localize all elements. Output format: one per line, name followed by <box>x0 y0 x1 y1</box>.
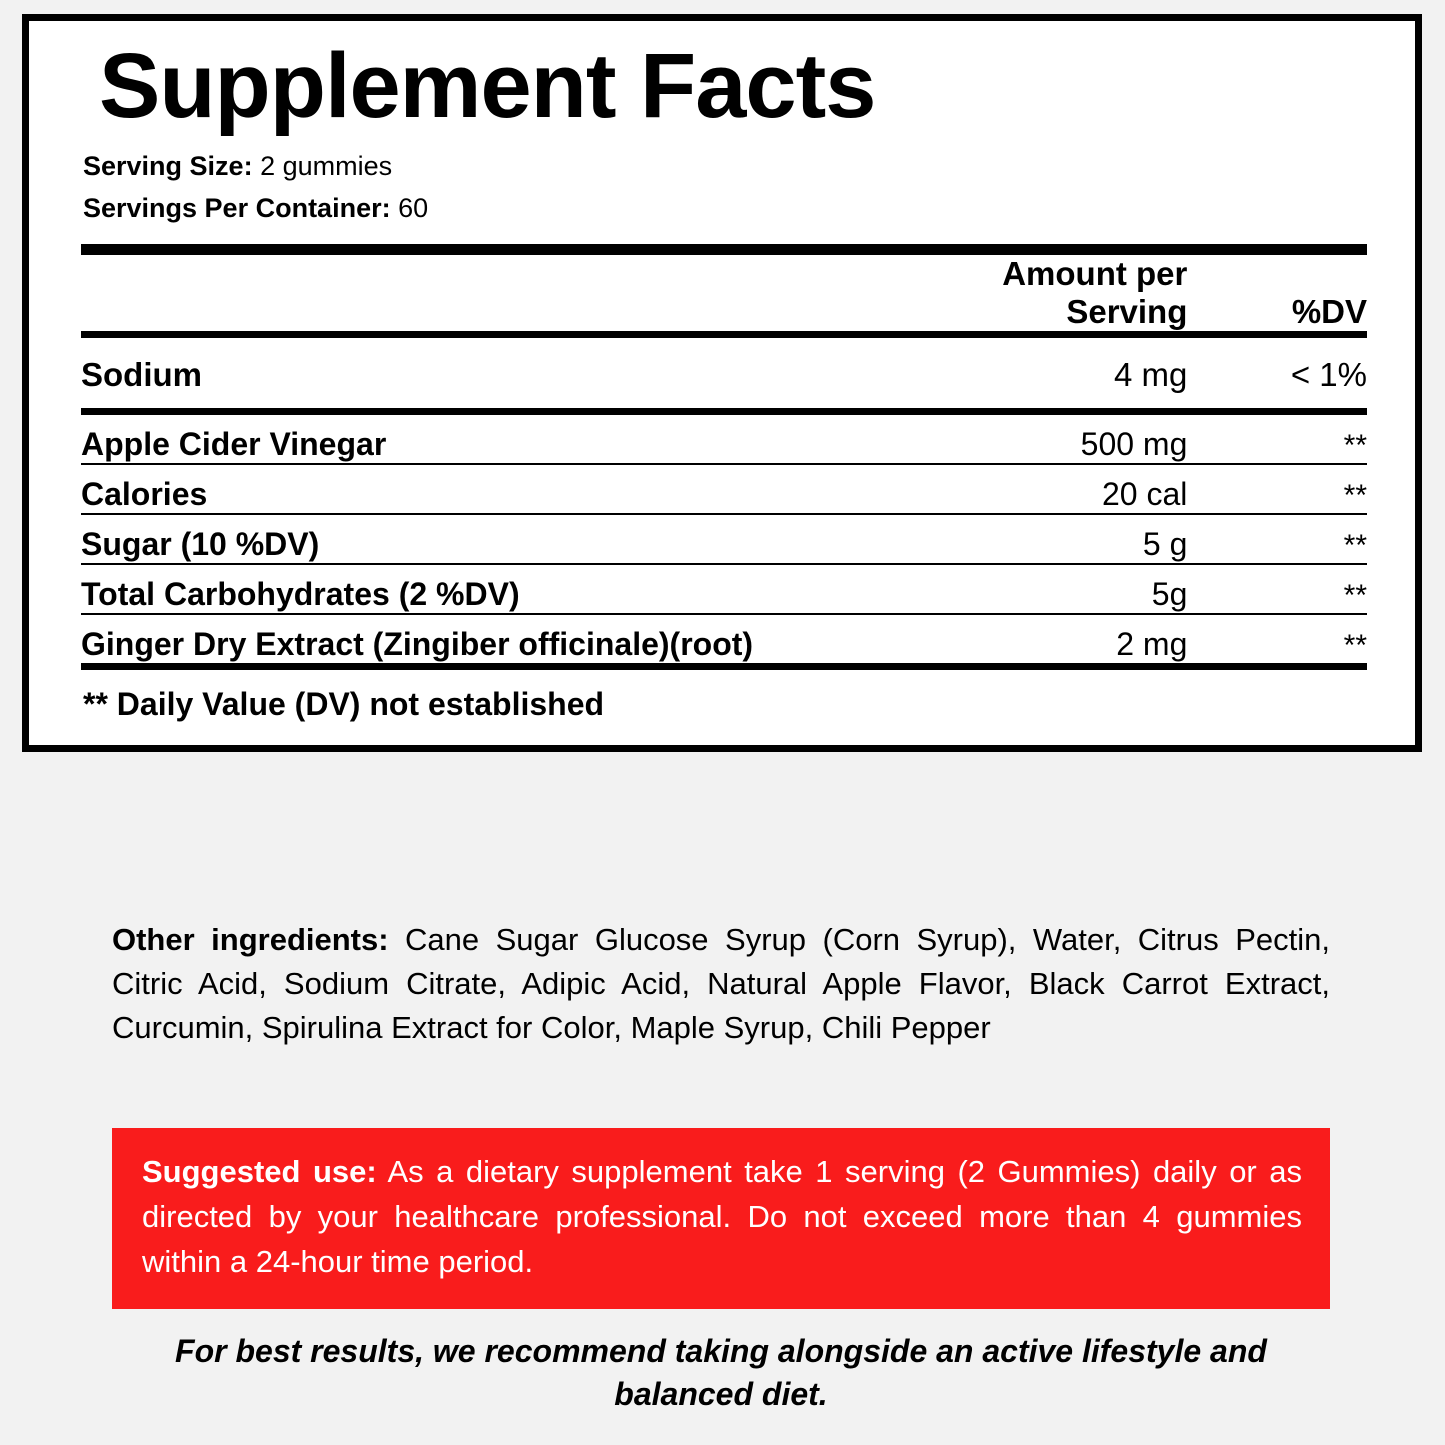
divider-thick-top <box>81 244 1367 255</box>
other-ingredients-text: Cane Sugar Glucose Syrup (Corn Syrup), Water, Citrus Pectin, Citric Acid, Sodium Citrate, Adipic Acid, Natural Apple Flavor, Black Carrot Extract, Curcumin, Spirulina Extract for Color, Maple Syrup, Chili Pepper <box>112 922 1330 1046</box>
servings-per-container-line <box>83 188 1367 230</box>
header-percent-dv: %DV <box>1291 293 1367 331</box>
header-amount-per-serving: Amount per Serving <box>1002 255 1188 331</box>
row-name: Sugar (10 %DV) <box>81 526 320 563</box>
row-name: Total Carbohydrates (2 %DV) <box>81 576 520 613</box>
footer-note: For best results, we recommend taking alongside an active lifestyle and balanced diet. <box>175 1333 1267 1413</box>
divider-bottom <box>81 663 1367 667</box>
row-dv: ** <box>1343 579 1367 613</box>
serving-size-label: Serving Size: <box>83 151 253 182</box>
suggested-use-label: Suggested use: <box>142 1154 377 1189</box>
row-amount: 2 mg <box>1116 626 1188 663</box>
panel-title: Supplement Facts <box>99 35 876 137</box>
row-amount: 20 cal <box>1101 476 1188 513</box>
table-row <box>81 614 1367 663</box>
table-row <box>81 412 1367 464</box>
servings-per-container-value: 60 <box>398 193 429 224</box>
row-amount: 5g <box>1151 576 1188 613</box>
other-ingredients-label: Other ingredients: <box>112 922 389 957</box>
row-dv: ** <box>1343 629 1367 663</box>
row-dv: < 1% <box>1290 356 1367 394</box>
table-row <box>81 464 1367 513</box>
supplement-facts-panel <box>22 14 1422 752</box>
nutrition-table <box>81 255 1367 670</box>
serving-size-line <box>83 146 1367 188</box>
row-name: Apple Cider Vinegar <box>81 426 387 463</box>
row-dv: ** <box>1343 429 1367 463</box>
row-amount: 4 mg <box>1114 356 1188 394</box>
row-name: Sodium <box>81 356 202 394</box>
row-dv: ** <box>1343 479 1367 513</box>
suggested-use-text: As a dietary supplement take 1 serving (2 Gummies) daily or as directed by your healthcare professional. Do not exceed more than 4 gummies within a 24-hour time period. <box>142 1154 1302 1279</box>
table-row <box>81 514 1367 563</box>
serving-size-value: 2 gummies <box>260 151 393 182</box>
table-row <box>81 564 1367 613</box>
row-name: Ginger Dry Extract (Zingiber officinale)(root) <box>81 626 754 663</box>
table-row <box>81 335 1367 409</box>
row-name: Calories <box>81 476 208 513</box>
row-dv: ** <box>1343 529 1367 563</box>
header-spacer <box>81 255 904 331</box>
suggested-use-box <box>112 1128 1330 1309</box>
row-amount: 500 mg <box>1080 426 1188 463</box>
row-amount: 5 g <box>1142 526 1188 563</box>
other-ingredients <box>112 918 1330 1050</box>
dv-footnote: ** Daily Value (DV) not established <box>83 686 605 723</box>
table-header-row <box>81 255 1367 331</box>
servings-per-container-label: Servings Per Container: <box>83 193 391 224</box>
